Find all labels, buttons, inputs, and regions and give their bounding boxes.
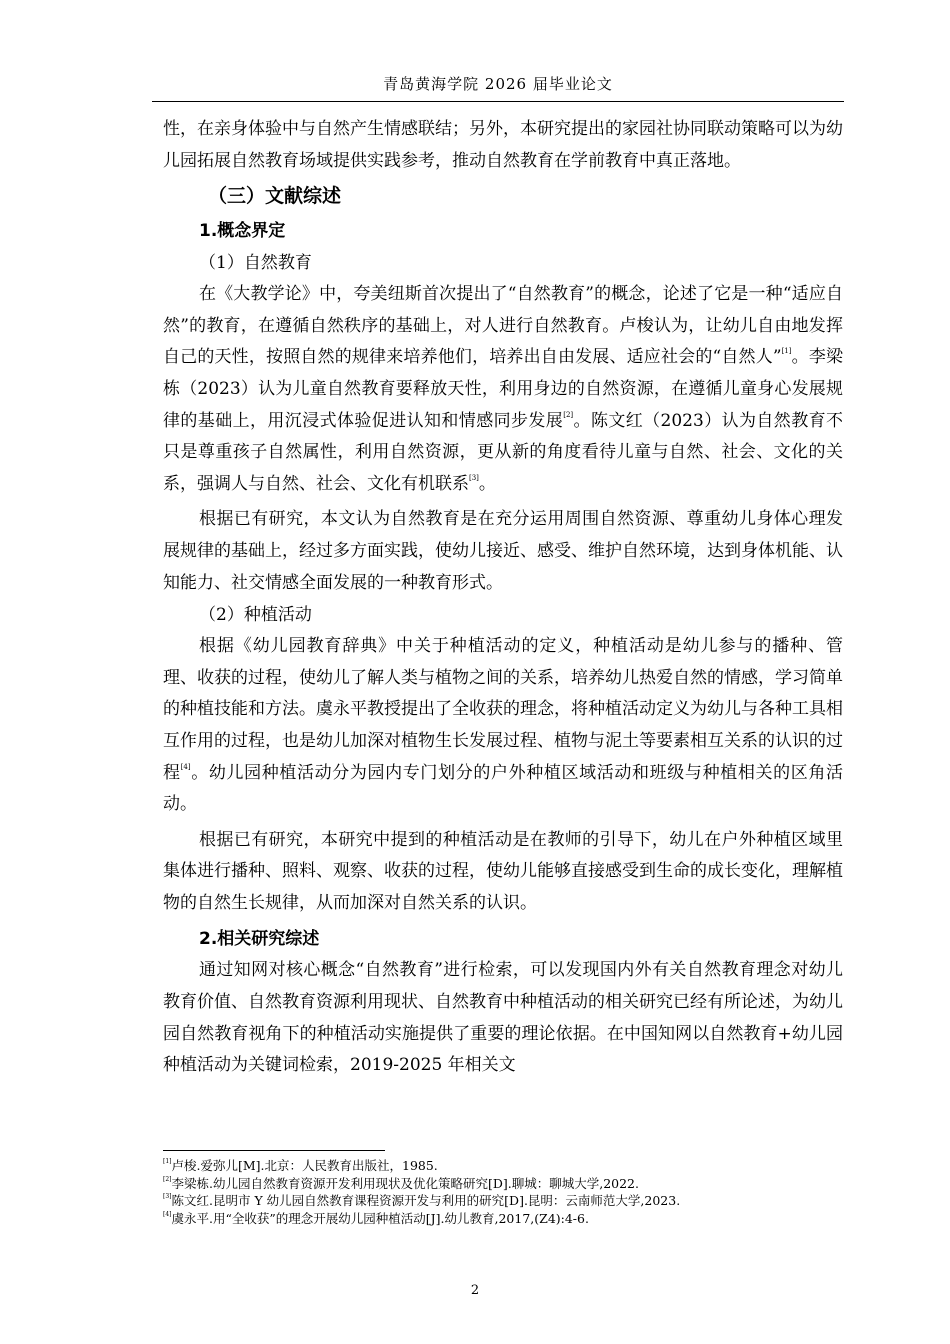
footnote-mark: [1] <box>163 1158 172 1165</box>
subsection-heading-review: 2.相关研究综述 <box>199 929 320 950</box>
paragraph-text: 根据《幼儿园教育辞典》中关于种植活动的定义，种植活动是幼儿参与的播种、管理、收获的过程，使幼儿了解人类与植物之间的关系，培养幼儿热爱自然的情感，学习简单的种植技能和方法。虞永平教授提出了全收获的理念，将种植活动定义为幼儿与各种工具相互作用的过程，也是幼儿加深对植物生长发展过程、植物与泥土等要素相互关系的认识的过程 <box>163 636 843 783</box>
footnotes <box>163 1157 843 1227</box>
footnote-item <box>163 1157 843 1175</box>
subheading-nature-education: （1）自然教育 <box>199 253 312 274</box>
footnote-item <box>163 1175 843 1193</box>
running-header: 青岛黄海学院 2026 届毕业论文 <box>383 75 613 93</box>
paragraph-literature-search: 通过知网对核心概念“自然教育”进行检索，可以发现国内外有关自然教育理念对幼儿教育价值、自然教育资源利用现状、自然教育中种植活动的相关研究已经有所论述，为幼儿园自然教育视角下的种植活动实施提供了重要的理论依据。在中国知网以自然教育+幼儿园种植活动为关键词检索，2019-2025 年相关文 <box>163 960 843 1076</box>
citation-mark: [3] <box>469 473 479 482</box>
footnote-text: 卢梭.爱弥儿[M].北京：人民教育出版社，1985. <box>171 1158 438 1173</box>
header-divider <box>152 101 844 102</box>
footnote-mark: [2] <box>163 1175 172 1183</box>
subsection-heading-concepts: 1.概念界定 <box>199 221 286 242</box>
paragraph-nature-education <box>163 279 843 500</box>
paragraph-definition-nature-education: 根据已有研究，本文认为自然教育是在充分运用周围自然资源、尊重幼儿身体心理发展规律的基础上，经过多方面实践，使幼儿接近、感受、维护自然环境，达到身体机能、认知能力、社交情感全面发展的一种教育形式。 <box>163 509 843 593</box>
subheading-planting-activity: （2）种植活动 <box>199 605 312 626</box>
paragraph-definition-planting: 根据已有研究，本研究中提到的种植活动是在教师的引导下，幼儿在户外种植区域里集体进行播种、照料、观察、收获的过程，使幼儿能够直接感受到生命的成长变化，理解植物的自然生长规律，从而加深对自然关系的认识。 <box>163 829 843 913</box>
page-number: 2 <box>470 1283 480 1298</box>
intro-paragraph: 性，在亲身体验中与自然产生情感联结；另外，本研究提出的家园社协同联动策略可以为幼儿园拓展自然教育场域提供实践参考，推动自然教育在学前教育中真正落地。 <box>163 119 843 171</box>
footnote-item <box>163 1192 843 1210</box>
footnote-mark: [3] <box>163 1193 172 1201</box>
citation-mark: [1] <box>781 347 792 356</box>
document-body <box>163 114 843 1082</box>
section-heading: （三）文献综述 <box>208 185 342 208</box>
footnote-mark: [4] <box>163 1210 172 1218</box>
paragraph-text: 。 <box>478 473 496 494</box>
footnote-text: 陈文红.昆明市 Y 幼儿园自然教育课程资源开发与利用的研究[D].昆明：云南师范大学,2023. <box>171 1193 681 1209</box>
citation-mark: [4] <box>180 762 191 771</box>
paragraph-text: 。幼儿园种植活动分为园内专门划分的户外种植区域活动和班级与种植相关的区角活动。 <box>163 762 844 815</box>
paragraph-text: 。陈文红（2023）认为自然教育不只是尊重孩子自然属性，利用自然资源，更从新的角度看待儿童与自然、社会、文化的关系，强调人与自然、社会、文化有机联系 <box>163 410 844 494</box>
footnote-divider <box>163 1150 385 1151</box>
paragraph-planting-activity <box>163 631 843 821</box>
paragraph-text: 在《大教学论》中，夸美纽斯首次提出了“自然教育”的概念，论述了它是一种“适应自然”的教育，在遵循自然秩序的基础上，对人进行自然教育。卢梭认为，让幼儿自由地发挥自己的天性，按照自然的规律来培养他们，培养出自由发展、适应社会的“自然人” <box>163 284 843 368</box>
footnote-item <box>163 1210 843 1228</box>
paragraph-text: 。李梁栋（2023）认为儿童自然教育要释放天性，利用身边的自然资源，在遵循儿童身心发展规律的基础上，用沉浸式体验促进认知和情感同步发展 <box>163 347 843 431</box>
footnote-text: 虞永平.用“全收获”的理念开展幼儿园种植活动[J].幼儿教育,2017,(Z4):4-6. <box>171 1210 589 1226</box>
footnote-text: 李梁栋.幼儿园自然教育资源开发利用现状及优化策略研究[D].聊城：聊城大学,2022. <box>171 1175 639 1191</box>
citation-mark: [2] <box>563 410 574 419</box>
